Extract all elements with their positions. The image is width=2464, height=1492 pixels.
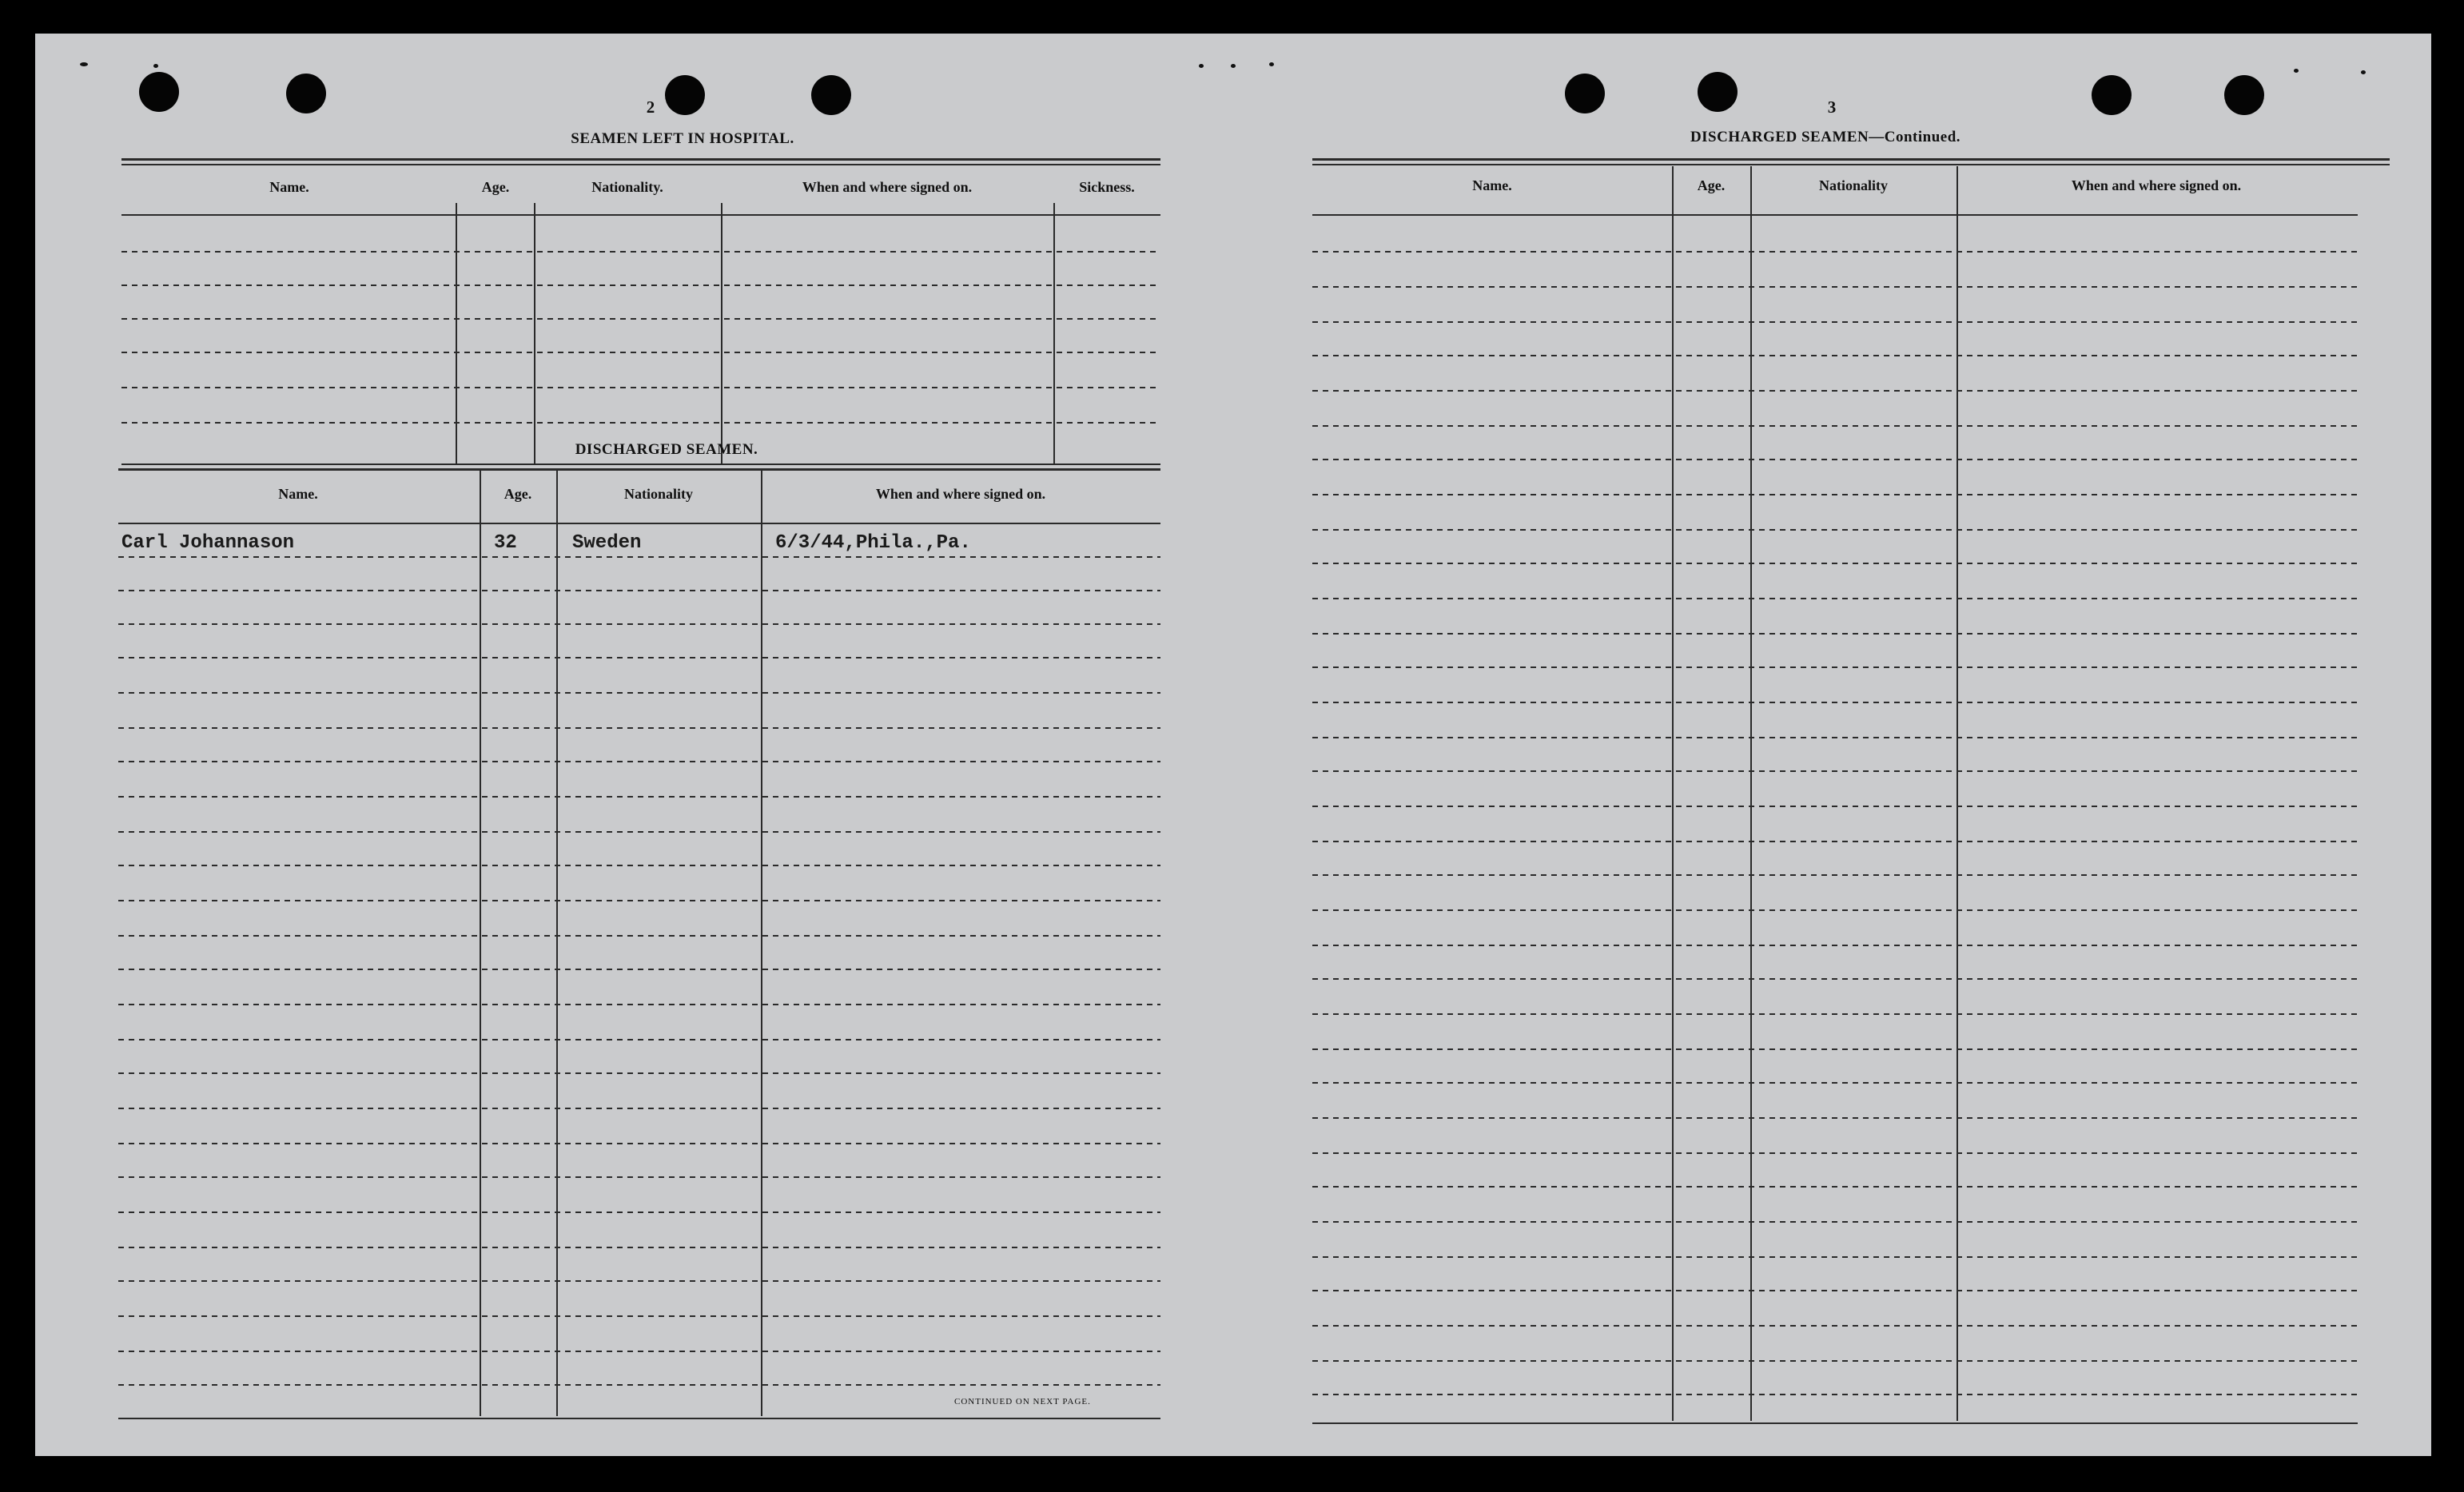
ledger-spread: [35, 34, 2431, 1456]
column-header-name: Name.: [269, 179, 309, 195]
table-top-rule: [121, 158, 1160, 161]
continued-note: CONTINUED ON NEXT PAGE.: [954, 1397, 1091, 1406]
hospital-table: [121, 158, 1160, 468]
entry-line: [1312, 770, 2358, 772]
column-divider: [556, 470, 558, 1416]
section-title-discharged: DISCHARGED SEAMEN.: [575, 441, 758, 458]
column-header-sickness: Sickness.: [1079, 179, 1135, 195]
column-header-name: Name.: [1472, 177, 1512, 193]
entry-line: [1312, 978, 2358, 980]
entry-line: [121, 352, 1160, 353]
entry-line: [118, 900, 1160, 901]
entry-line: [1312, 563, 2358, 564]
ink-speck: [1231, 64, 1236, 68]
entry-line: [121, 251, 1160, 253]
page-number: 3: [1827, 97, 1837, 117]
column-header-nationality: Nationality: [1818, 177, 1888, 193]
entry-line: [118, 796, 1160, 798]
entry-line: [121, 387, 1160, 388]
column-divider: [1053, 203, 1055, 465]
entry-line: [1312, 1082, 2358, 1084]
column-header-age: Age.: [1697, 177, 1726, 193]
binder-hole: [2092, 75, 2132, 115]
ink-speck: [2361, 70, 2366, 74]
entry-line: [1312, 666, 2358, 668]
table-bottom-rule: [118, 1418, 1160, 1419]
column-header-signed-on: When and where signed on.: [875, 486, 1046, 502]
entry-line: [1312, 945, 2358, 946]
entry-line: [1312, 1152, 2358, 1154]
entry-line: [118, 1315, 1160, 1317]
column-divider: [761, 470, 762, 1416]
entry-line: [1312, 841, 2358, 842]
entry-line: [1312, 1221, 2358, 1223]
entry-line: [118, 969, 1160, 970]
cell-nationality: Sweden: [572, 532, 642, 554]
header-rule: [121, 214, 1160, 216]
column-header-nationality: Nationality.: [591, 179, 663, 195]
table-top-rule: [118, 468, 1160, 471]
entry-line: [118, 1108, 1160, 1109]
entry-line: [118, 556, 1160, 558]
entry-line: [118, 1072, 1160, 1074]
entry-line: [118, 935, 1160, 937]
column-divider: [534, 203, 535, 465]
entry-line: [118, 1247, 1160, 1248]
entry-line: [1312, 1394, 2358, 1395]
entry-line: [1312, 1256, 2358, 1258]
entry-line: [1312, 737, 2358, 738]
ink-speck: [1269, 62, 1274, 66]
column-header-signed-on: When and where signed on.: [802, 179, 973, 195]
entry-line: [118, 692, 1160, 694]
entry-line: [1312, 633, 2358, 635]
binder-hole: [286, 74, 326, 113]
entry-line: [1312, 1290, 2358, 1291]
entry-line: [121, 318, 1160, 320]
entry-line: [1312, 874, 2358, 876]
ink-speck: [80, 62, 88, 66]
column-divider: [721, 203, 722, 465]
binder-hole: [2224, 75, 2264, 115]
column-divider: [456, 203, 457, 465]
cell-name: Carl Johannason: [121, 532, 295, 554]
entry-line: [1312, 702, 2358, 703]
entry-line: [1312, 355, 2358, 356]
entry-line: [1312, 494, 2358, 495]
entry-line: [1312, 1360, 2358, 1362]
entry-line: [118, 1384, 1160, 1386]
discharged-table: [118, 468, 1160, 1427]
entry-line: [118, 657, 1160, 658]
table-top-rule: [1312, 164, 2390, 165]
entry-line: [118, 590, 1160, 591]
header-rule: [118, 523, 1160, 524]
entry-line: [1312, 425, 2358, 427]
entry-line: [118, 761, 1160, 762]
column-header-name: Name.: [278, 486, 318, 502]
column-header-signed-on: When and where signed on.: [2071, 177, 2242, 193]
entry-line: [1312, 1325, 2358, 1327]
entry-line: [1312, 909, 2358, 911]
binder-hole: [811, 75, 851, 115]
ink-speck: [1199, 64, 1204, 68]
ink-speck: [2294, 69, 2299, 73]
page-number: 2: [646, 97, 655, 117]
entry-line: [1312, 806, 2358, 807]
entry-line: [118, 623, 1160, 625]
table-top-rule: [121, 164, 1160, 165]
binder-hole: [1698, 72, 1738, 112]
section-title-hospital: SEAMEN LEFT IN HOSPITAL.: [571, 130, 794, 147]
entry-line: [1312, 286, 2358, 288]
column-header-age: Age.: [504, 486, 532, 502]
discharged-continued-table: [1312, 158, 2390, 1429]
entry-line: [118, 865, 1160, 866]
ink-speck: [153, 64, 158, 68]
entry-line: [1312, 251, 2358, 253]
section-title-discharged-continued: DISCHARGED SEAMEN—Continued.: [1690, 129, 1961, 145]
entry-line: [118, 1039, 1160, 1040]
entry-line: [1312, 1117, 2358, 1119]
cell-age: 32: [494, 532, 517, 554]
entry-line: [121, 284, 1160, 286]
entry-line: [1312, 529, 2358, 531]
entry-line: [118, 727, 1160, 729]
cell-signed-on: 6/3/44,Phila.,Pa.: [775, 532, 971, 554]
entry-line: [1312, 1186, 2358, 1188]
table-bottom-rule: [1312, 1422, 2358, 1424]
header-rule: [1312, 214, 2358, 216]
entry-line: [1312, 459, 2358, 460]
binder-hole: [1565, 74, 1605, 113]
entry-line: [1312, 1013, 2358, 1015]
entry-line: [1312, 1048, 2358, 1050]
column-header-age: Age.: [481, 179, 510, 195]
table-top-rule: [1312, 158, 2390, 161]
entry-line: [1312, 598, 2358, 599]
column-header-nationality: Nationality: [623, 486, 693, 502]
entry-line: [1312, 321, 2358, 323]
entry-line: [121, 422, 1160, 424]
entry-line: [118, 1280, 1160, 1282]
table-bottom-rule: [121, 464, 1160, 465]
entry-line: [118, 1351, 1160, 1352]
column-divider: [480, 470, 481, 1416]
entry-line: [1312, 390, 2358, 392]
entry-line: [118, 1143, 1160, 1144]
binder-hole: [139, 72, 179, 112]
entry-line: [118, 1004, 1160, 1005]
entry-line: [118, 1176, 1160, 1178]
entry-line: [118, 1212, 1160, 1213]
entry-line: [118, 831, 1160, 833]
